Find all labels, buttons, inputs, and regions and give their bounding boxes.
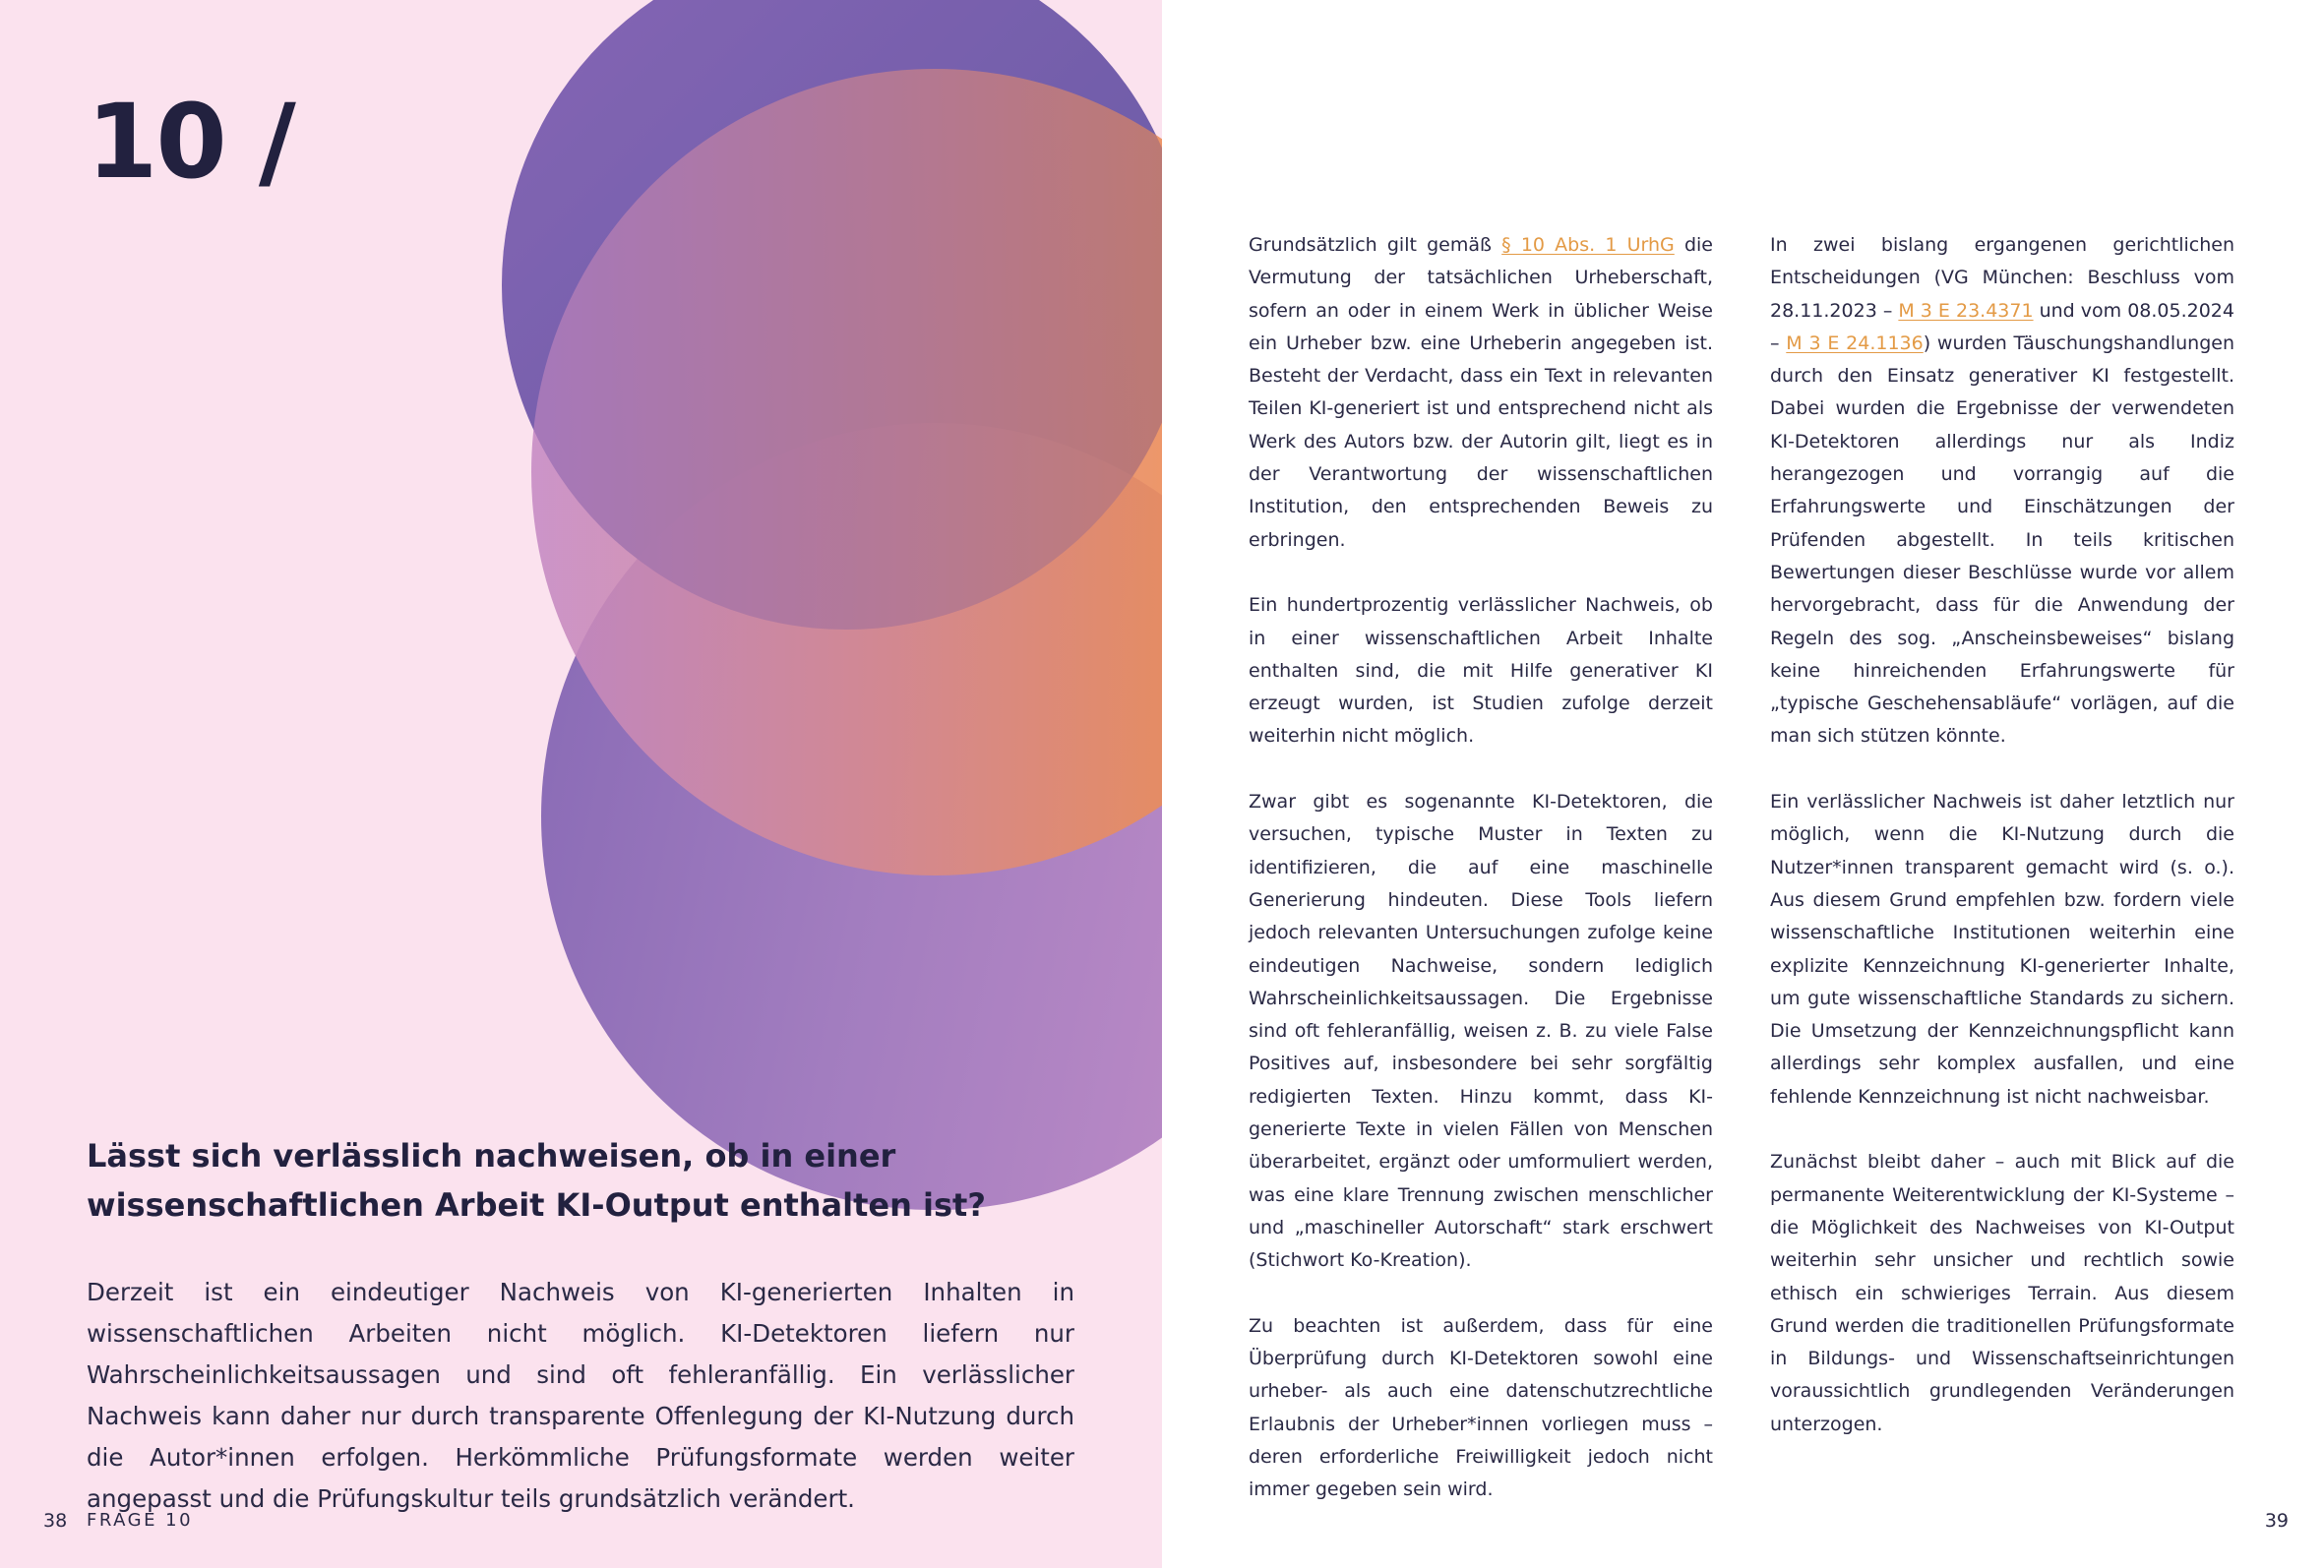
column-2-paragraph-3: Zunächst bleibt daher – auch mit Blick auf die permanente Weiterentwicklung der KI-Systeme – die Möglichkeit des Nachweises von KI-Output weiterhin sehr unsicher und rechtlich sowie ethisch ein schwieriges Terrain. Aus diesem Grund werden die traditionellen Prüfungsformate in Bildungs- und Wissenschaftseinrichtungen voraussichtlich grundlegenden Veränderungen unterzogen. [1770,1151,2234,1435]
column-1-paragraph-3: Zwar gibt es sogenannte KI-Detektoren, die versuchen, typische Muster in Texten zu identifizieren, die auf eine maschinelle Generierung hindeuten. Diese Tools liefern jedoch relevanten Untersuchungen zufolge keine eindeutigen Nachweise, sondern lediglich Wahrscheinlichkeitsaussagen. Die Ergebnisse sind oft fehleranfällig, weisen z. B. zu viele False Positives auf, insbesondere bei sehr sorgfältig redigierten Texten. Hinzu kommt, dass KI-generierte Texte in vielen Fällen von Menschen überarbeitet, ergänzt oder umformuliert werden, was eine klare Trennung zwischen menschlicher und „maschineller Autorschaft“ stark erschwert (Stichwort Ko-Kreation). [1249,791,1713,1272]
text-column-1 [1249,229,1713,1539]
column-1-paragraph-2: Ein hundertprozentig verlässlicher Nachweis, ob in einer wissenschaftlichen Arbeit Inhalte enthalten sind, die mit Hilfe generativer KI erzeugt wurden, ist Studien zufolge derzeit weiterhin nicht möglich. [1249,594,1713,748]
running-title: FRAGE 10 [87,1510,194,1531]
paragraph-text: Grundsätzlich gilt gemäß [1249,234,1502,256]
paragraph-text: ) wurden Täuschungshandlungen durch den Einsatz generativer KI festgestellt. Dabei wurden die Ergebnisse der verwendeten KI-Detektoren allerdings nur als Indiz herangezogen und vorrangig auf die Erfahrungswerte und Einschätzungen der Prüfenden abgestellt. In teils kritischen Bewertungen dieser Beschlüsse wurde vor allem hervorgebracht, dass für die Anwendung der Regeln des sog. „Anscheinsbeweises“ bislang keine hinreichenden Erfahrungswerte für „typische Geschehensabläufe“ vorlägen, auf die man sich stützen könnte. [1770,332,2234,748]
court-decision-link-2[interactable]: M 3 E 24.1136 [1786,332,1924,354]
column-1-paragraph-1 [1249,229,1713,557]
page-number-right: 39 [2264,1510,2289,1532]
summary-paragraph: Derzeit ist ein eindeutiger Nachweis von KI-generierten Inhalten in wissenschaftlichen Arbeiten nicht möglich. KI-Detektoren liefern nur Wahrscheinlichkeitsaussagen und sind oft fehleranfällig. Ein verlässlicher Nachweis kann daher nur durch transparente Offenlegung der KI-Nutzung durch die Autor*innen erfolgen. Herkömmliche Prüfungsformate werden weiter angepasst und die Prüfungskultur teils grundsätzlich verändert. [87,1278,1074,1513]
paragraph-text: die Vermutung der tatsächlichen Urheberschaft, sofern an oder in einem Werk in üblicher Weise ein Urheber bzw. eine Urheberin angegeben ist. Besteht der Verdacht, dass ein Text in relevanten Teilen KI-generiert ist und entsprechend nicht als Werk des Autors bzw. der Autorin gilt, liegt es in der Verantwortung der wissenschaftlichen Institution, den entsprechenden Beweis zu erbringen. [1249,234,1713,551]
column-2-paragraph-2: Ein verlässlicher Nachweis ist daher letztlich nur möglich, wenn die KI-Nutzung durch die Nutzer*innen transparent gemacht wird (s. o.). Aus diesem Grund empfehlen bzw. fordern viele wissenschaftliche Institutionen weiterhin eine explizite Kennzeichnung KI-generierter Inhalte, um gute wissenschaftliche Standards zu sichern. Die Umsetzung der Kennzeichnungspflicht kann allerdings sehr komplex ausfallen, und eine fehlende Kennzeichnung ist nicht nachweisbar. [1770,791,2234,1108]
right-page [1162,0,2324,1568]
column-1-paragraph-4: Zu beachten ist außerdem, dass für eine Überprüfung durch KI-Detektoren sowohl eine urheber- als auch eine datenschutzrechtliche Erlaubnis der Urheber*innen vorliegen muss – deren erforderliche Freiwilligkeit jedoch nicht immer gegeben sein wird. [1249,1314,1713,1501]
text-column-2 [1770,229,2234,1474]
column-2-paragraph-1 [1770,229,2234,754]
court-decision-link-1[interactable]: M 3 E 23.4371 [1898,299,2034,322]
page-number-left: 38 [43,1510,68,1532]
urhg-link[interactable]: § 10 Abs. 1 UrhG [1501,234,1675,256]
paragraph-text: und vom 08.05.2024 – [1770,299,2234,354]
paragraph-text: In zwei bislang ergangenen gerichtlichen Entscheidungen (VG München: Beschluss vom 28.11.2023 – [1770,234,2234,322]
question-heading: Lässt sich verlässlich nachweisen, ob in einer wissenschaftlichen Arbeit KI-Output enthalten ist? [87,1137,986,1224]
chapter-number: 10 / [87,82,294,202]
